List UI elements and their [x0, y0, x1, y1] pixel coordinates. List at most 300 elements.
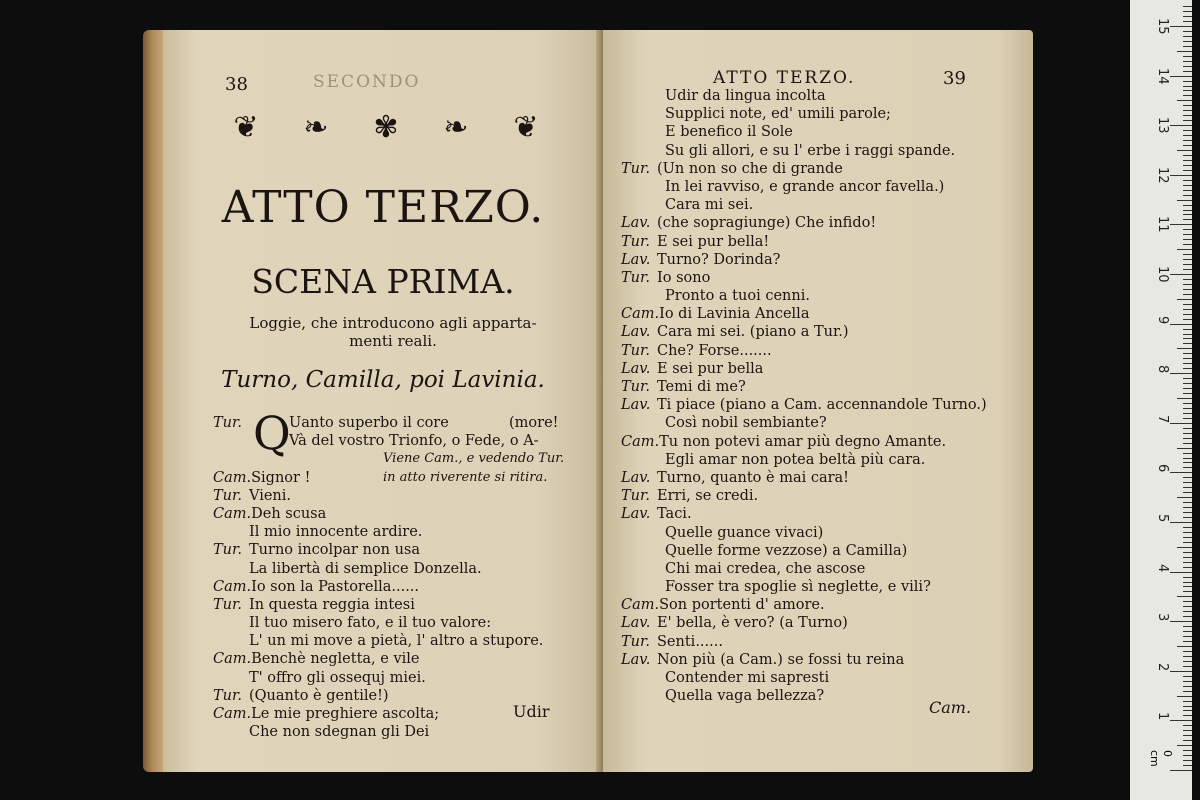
- ruler-tick: [1183, 418, 1192, 419]
- act-title: ATTO TERZO.: [221, 182, 545, 233]
- ruler-tick: [1183, 487, 1192, 488]
- ruler-tick: [1170, 125, 1192, 126]
- ruler-number: 15: [1155, 18, 1170, 35]
- ruler-tick: [1177, 150, 1192, 151]
- speaker: Tur.: [621, 269, 650, 286]
- line-text: Vieni.: [249, 487, 292, 504]
- ruler-tick: [1177, 448, 1192, 449]
- ruler-tick: [1183, 462, 1192, 463]
- ruler-tick: [1183, 606, 1192, 607]
- ruler-tick: [1170, 274, 1192, 275]
- dialogue-line: [621, 669, 1021, 687]
- ruler-tick: [1183, 557, 1192, 558]
- ruler-tick: [1183, 378, 1192, 379]
- dialogue-line: [621, 87, 1021, 105]
- ruler-tick: [1183, 586, 1192, 587]
- dialogue-line: [213, 541, 593, 559]
- speaker: Lav.: [621, 469, 651, 486]
- ruler-tick: [1183, 259, 1192, 260]
- ruler-tick: [1183, 403, 1192, 404]
- dialogue-line: [621, 360, 1021, 378]
- line-text: (che sopragiunge) Che infido!: [657, 215, 877, 232]
- ruler-tick: [1183, 135, 1192, 136]
- ruler-tick: [1177, 696, 1192, 697]
- dialogue-line: [621, 651, 1021, 669]
- dialogue-line: [621, 287, 1021, 305]
- ruler-tick: [1183, 458, 1192, 459]
- ruler-tick: [1170, 175, 1192, 176]
- ruler-tick: [1183, 81, 1192, 82]
- line-text: Taci.: [657, 506, 692, 523]
- dialogue-line: [621, 305, 1021, 323]
- ruler-tick: [1183, 507, 1192, 508]
- ruler-tick: [1183, 686, 1192, 687]
- ruler-tick: [1183, 413, 1192, 414]
- line-text: Uanto superbo il core: [289, 415, 449, 431]
- ruler-tick: [1170, 76, 1192, 77]
- line-text: Cara mi sei. (piano a Tur.): [657, 324, 849, 341]
- ruler-tick: [1183, 358, 1192, 359]
- speaker: Cam.: [621, 306, 660, 323]
- line-text: Signor !: [251, 469, 311, 486]
- line-text: Cara mi sei.: [665, 197, 754, 214]
- ruler-tick: [1183, 626, 1192, 627]
- ruler-tick: [1170, 423, 1192, 424]
- ruler-tick: [1183, 86, 1192, 87]
- ruler-tick: [1177, 596, 1192, 597]
- ruler-tick: [1183, 715, 1192, 716]
- ruler-tick: [1177, 497, 1192, 498]
- ruler-tick: [1183, 190, 1192, 191]
- speaker: Cam.: [213, 578, 252, 595]
- ruler-number: 11: [1155, 216, 1170, 233]
- ruler-tick: [1183, 701, 1192, 702]
- ruler-tick: [1183, 730, 1192, 731]
- dialogue-line: [213, 596, 593, 614]
- dialogue-line: [621, 396, 1021, 414]
- ruler-tick: [1170, 324, 1192, 325]
- speaker: Cam.: [213, 651, 252, 668]
- ruler-tick: [1183, 219, 1192, 220]
- line-text: E sei pur bella!: [657, 233, 770, 250]
- line-text: Supplici note, ed' umili parole;: [665, 106, 891, 123]
- line-text: Il tuo misero fato, e il tuo valore:: [249, 615, 492, 632]
- ruler-tick: [1183, 611, 1192, 612]
- dialogue-line: [213, 650, 593, 668]
- line-text: Pronto a tuoi cenni.: [665, 288, 810, 305]
- left-page: [163, 30, 603, 772]
- ruler-tick: [1183, 438, 1192, 439]
- speaker: Tur.: [621, 379, 650, 395]
- dialogue-line: [621, 323, 1021, 341]
- ruler-tick: [1183, 269, 1192, 270]
- ornament-icon: ❧: [443, 110, 469, 145]
- dialogue-line: [213, 432, 593, 450]
- ruler-tick: [1183, 676, 1192, 677]
- line-text: Temi di me?: [657, 379, 746, 395]
- ruler-tick: [1183, 46, 1192, 47]
- line-text: Su gli allori, e su l' erbe i raggi spande.: [665, 142, 956, 159]
- line-text: Tu non potevi amar più degno Amante.: [659, 433, 947, 450]
- running-head-left: SECONDO: [313, 72, 421, 92]
- ruler-tick: [1183, 577, 1192, 578]
- line-text: Turno incolpar non usa: [249, 542, 420, 559]
- ruler-tick: [1177, 51, 1192, 52]
- speaker: Tur.: [621, 633, 650, 650]
- ruler-tick: [1183, 115, 1192, 116]
- dialogue-line: [621, 451, 1021, 469]
- dialogue-line: [213, 614, 593, 632]
- dialogue-left: [213, 406, 593, 741]
- ruler-tick: [1183, 31, 1192, 32]
- dialogue-line: [621, 578, 1021, 596]
- line-text: La libertà di semplice Donzella.: [249, 560, 482, 577]
- ruler-tick: [1183, 443, 1192, 444]
- ruler-tick: [1170, 373, 1192, 374]
- ruler-tick: [1177, 348, 1192, 349]
- line-text: L' un mi move a pietà, l' altro a stupore.: [249, 633, 544, 650]
- speaker: Cam.: [621, 597, 660, 614]
- ruler-tick: [1177, 100, 1192, 101]
- dialogue-line: [621, 178, 1021, 196]
- line-text: Che non sdegnan gli Dei: [249, 724, 430, 741]
- dialogue-line: [621, 196, 1021, 214]
- line-text: Così nobil sembiante?: [665, 415, 827, 432]
- ruler-tick: [1183, 343, 1192, 344]
- ruler-tick: [1183, 537, 1192, 538]
- ruler-tick: [1183, 527, 1192, 528]
- ruler-tick: [1183, 641, 1192, 642]
- ruler-tick: [1183, 304, 1192, 305]
- speaker: Tur.: [621, 233, 650, 250]
- ruler-tick: [1183, 492, 1192, 493]
- ruler-number: 2: [1155, 662, 1170, 672]
- line-text: Benchè negletta, e vile: [251, 651, 420, 668]
- character-list: Turno, Camilla, poi Lavinia.: [221, 367, 545, 393]
- ruler-tick: [1183, 656, 1192, 657]
- ruler-tick: [1183, 681, 1192, 682]
- ruler-tick: [1177, 200, 1192, 201]
- line-text: Son portenti d' amore.: [659, 597, 825, 614]
- ruler-tick: [1183, 214, 1192, 215]
- ruler-tick: [1183, 532, 1192, 533]
- ruler-tick: [1183, 453, 1192, 454]
- speaker: Tur.: [213, 687, 242, 704]
- dialogue-line: [213, 523, 593, 541]
- setting-line: menti reali.: [349, 332, 437, 350]
- ruler-tick: [1183, 636, 1192, 637]
- speaker: Cam.: [213, 469, 252, 486]
- ornament-icon: ❧: [303, 110, 329, 145]
- ruler-tick: [1183, 477, 1192, 478]
- ruler-tick: [1183, 205, 1192, 206]
- dialogue-line: [213, 487, 593, 505]
- ruler-tick: [1183, 542, 1192, 543]
- line-overflow: (more!: [509, 415, 559, 431]
- speaker: Tur.: [213, 542, 242, 559]
- dialogue-line: [621, 614, 1021, 632]
- line-text: Fosser tra spoglie sì neglette, e vili?: [665, 579, 931, 596]
- ruler-tick: [1183, 239, 1192, 240]
- dialogue-line: [621, 123, 1021, 141]
- dialogue-line: [621, 233, 1021, 251]
- ruler-number: 6: [1155, 464, 1170, 473]
- line-text: Contender mi sapresti: [665, 670, 830, 686]
- ruler-tick: [1177, 646, 1192, 647]
- ruler-tick: [1183, 433, 1192, 434]
- line-text: Che? Forse.......: [657, 342, 772, 359]
- ruler-tick: [1183, 160, 1192, 161]
- ruler-tick: [1183, 71, 1192, 72]
- ruler-tick: [1183, 755, 1192, 756]
- line-text: E sei pur bella: [657, 360, 764, 377]
- ruler-number: 9: [1155, 315, 1170, 324]
- ruler-tick: [1183, 591, 1192, 592]
- ruler-tick: [1170, 224, 1192, 225]
- line-text: Udir da lingua incolta: [665, 88, 826, 104]
- ruler-tick: [1183, 666, 1192, 667]
- dialogue-line: [213, 723, 593, 741]
- ruler-tick: [1183, 706, 1192, 707]
- ruler-tick: [1183, 383, 1192, 384]
- speaker: Tur.: [621, 488, 650, 505]
- line-text: Quella vaga bellezza?: [665, 688, 825, 705]
- speaker: Lav.: [621, 506, 651, 523]
- dialogue-line: [621, 542, 1021, 560]
- speaker: Tur.: [621, 160, 650, 177]
- line-text: Le mie preghiere ascolta;: [251, 706, 440, 722]
- ruler-tick: [1177, 299, 1192, 300]
- ruler-number: 1: [1155, 712, 1170, 721]
- line-text: T' offro gli ossequj miei.: [249, 669, 426, 686]
- ruler-tick: [1170, 621, 1192, 622]
- page-number-left: 38: [225, 74, 248, 95]
- ruler-tick: [1183, 165, 1192, 166]
- line-text: Quelle forme vezzose) a Camilla): [665, 542, 908, 559]
- ruler-tick: [1183, 130, 1192, 131]
- ruler-tick: [1183, 140, 1192, 141]
- ruler-tick: [1183, 765, 1192, 766]
- ruler-tick: [1183, 691, 1192, 692]
- ruler-tick: [1183, 482, 1192, 483]
- ruler-tick: [1177, 249, 1192, 250]
- ruler-number: 13: [1155, 117, 1170, 134]
- ruler-tick: [1183, 210, 1192, 211]
- dialogue-line: [621, 269, 1021, 287]
- ruler-tick: [1183, 338, 1192, 339]
- ruler-tick: [1183, 353, 1192, 354]
- ruler-tick: [1183, 229, 1192, 230]
- line-text: Io di Lavinia Ancella: [659, 306, 810, 323]
- ruler-tick: [1170, 671, 1192, 672]
- ruler-tick: [1183, 329, 1192, 330]
- ruler-tick: [1183, 41, 1192, 42]
- dialogue-line: [213, 469, 593, 487]
- dialogue-line: [621, 487, 1021, 505]
- catchword-right: Cam.: [929, 698, 972, 717]
- ruler-tick: [1183, 56, 1192, 57]
- speaker: Tur.: [621, 342, 650, 359]
- ruler-tick: [1183, 180, 1192, 181]
- ruler-tick: [1183, 710, 1192, 711]
- setting-description: [223, 314, 563, 350]
- dialogue-line: [621, 505, 1021, 523]
- ruler-tick: [1183, 651, 1192, 652]
- speaker: Lav.: [621, 397, 651, 414]
- ruler-tick: [1183, 428, 1192, 429]
- line-text: (Un non so che di grande: [657, 160, 843, 177]
- dialogue-line: [621, 142, 1021, 160]
- ruler-tick: [1183, 284, 1192, 285]
- ruler-unit-label: 0 cm: [1148, 750, 1174, 767]
- dialogue-line: [213, 505, 593, 523]
- ruler-tick: [1183, 319, 1192, 320]
- scene-title: SCENA PRIMA.: [251, 262, 515, 301]
- line-text: Deh scusa: [251, 505, 327, 522]
- dialogue-line: [621, 342, 1021, 360]
- ornament-icon: ✾: [373, 110, 399, 145]
- ruler-number: 3: [1155, 613, 1170, 622]
- ruler-tick: [1183, 294, 1192, 295]
- line-text: Viene Cam., e vedendo Tur.: [383, 451, 565, 467]
- ruler-tick: [1183, 502, 1192, 503]
- speaker: Tur.: [213, 487, 242, 504]
- line-text: Turno? Dorinda?: [657, 251, 781, 268]
- ruler-tick: [1183, 155, 1192, 156]
- ornament-icon: ❦: [513, 110, 539, 145]
- speaker: Lav.: [621, 324, 651, 341]
- ruler-tick: [1183, 6, 1192, 7]
- line-text: Senti......: [657, 633, 723, 650]
- dialogue-line: [213, 669, 593, 687]
- speaker: Cam.: [621, 433, 660, 450]
- speaker: Cam.: [213, 505, 252, 522]
- ruler-tick: [1183, 90, 1192, 91]
- ruler-tick: [1183, 314, 1192, 315]
- ruler-tick: [1183, 740, 1192, 741]
- dialogue-line: [621, 160, 1021, 178]
- page-number-right: 39: [943, 68, 966, 89]
- line-text: Erri, se credi.: [657, 488, 759, 505]
- ruler-tick: [1183, 95, 1192, 96]
- line-text: Chi mai credea, che ascose: [665, 560, 866, 577]
- speaker: Lav.: [621, 360, 651, 377]
- ruler-tick: [1183, 244, 1192, 245]
- dialogue-line: [621, 524, 1021, 542]
- dialogue-line: [621, 214, 1021, 232]
- ruler-tick: [1183, 289, 1192, 290]
- ruler-tick: [1183, 21, 1192, 22]
- ruler-number: 7: [1155, 414, 1170, 424]
- ruler-tick: [1170, 770, 1192, 771]
- ruler-tick: [1183, 567, 1192, 568]
- ruler-tick: [1183, 562, 1192, 563]
- line-text: (Quanto è gentile!): [249, 687, 389, 704]
- line-text: Egli amar non potea beltà più cara.: [665, 451, 926, 468]
- ornament-band: [211, 110, 571, 176]
- line-text: In lei ravviso, e grande ancor favella.): [665, 178, 945, 195]
- ruler-tick: [1183, 145, 1192, 146]
- ruler-tick: [1183, 616, 1192, 617]
- ruler-tick: [1183, 735, 1192, 736]
- ruler-tick: [1183, 61, 1192, 62]
- speaker: Lav.: [621, 215, 651, 232]
- ruler-tick: [1177, 398, 1192, 399]
- ruler-tick: [1177, 547, 1192, 548]
- drop-cap: Q: [253, 406, 291, 460]
- ruler-number: 4: [1155, 563, 1170, 572]
- ruler-tick: [1170, 720, 1192, 721]
- ruler-tick: [1183, 750, 1192, 751]
- speaker: Tur.: [213, 596, 242, 613]
- line-text: Non più (a Cam.) se fossi tu reina: [657, 651, 905, 668]
- dialogue-line: [213, 414, 593, 432]
- stage-direction: [213, 450, 593, 468]
- line-text: Io sono: [657, 269, 711, 286]
- ruler-tick: [1183, 264, 1192, 265]
- ruler-tick: [1170, 472, 1192, 473]
- speaker: Tur.: [213, 415, 242, 431]
- ruler-tick: [1183, 393, 1192, 394]
- ruler-tick: [1170, 522, 1192, 523]
- dialogue-line: [621, 560, 1021, 578]
- running-head-right: ATTO TERZO.: [713, 68, 856, 88]
- ruler-tick: [1183, 631, 1192, 632]
- dialogue-line: [621, 469, 1021, 487]
- ruler-number: 14: [1155, 67, 1170, 85]
- ruler-number: 10: [1155, 266, 1170, 283]
- right-page: [603, 30, 1033, 772]
- dialogue-line: [621, 378, 1021, 396]
- line-text: Turno, quanto è mai cara!: [657, 469, 849, 486]
- line-text: Ti piace (piano a Cam. accennandole Turno.): [657, 397, 987, 414]
- ruler-tick: [1170, 572, 1192, 573]
- ruler-number: 8: [1155, 365, 1170, 374]
- ruler-tick: [1183, 388, 1192, 389]
- ruler-tick: [1183, 170, 1192, 171]
- ruler-tick: [1170, 26, 1192, 27]
- speaker: Lav.: [621, 651, 651, 668]
- dialogue-line: [621, 414, 1021, 432]
- catchword-left: Udir: [513, 702, 550, 721]
- line-text: Và del vostro Trionfo, o Fede, o A-: [289, 433, 539, 450]
- line-text: Il mio innocente ardire.: [249, 524, 423, 541]
- dialogue-right: [621, 87, 1021, 705]
- ruler-tick: [1183, 517, 1192, 518]
- ruler-tick: [1183, 601, 1192, 602]
- ruler-tick: [1177, 745, 1192, 746]
- dialogue-line: [213, 578, 593, 596]
- ruler-tick: [1183, 105, 1192, 106]
- ornament-icon: ❦: [233, 110, 259, 145]
- ruler-tick: [1183, 582, 1192, 583]
- speaker: Lav.: [621, 251, 651, 268]
- dialogue-line: [213, 632, 593, 650]
- ruler-tick: [1183, 234, 1192, 235]
- dialogue-line: [621, 251, 1021, 269]
- ruler-tick: [1183, 552, 1192, 553]
- ruler-tick: [1183, 279, 1192, 280]
- line-text: In questa reggia intesi: [249, 596, 415, 613]
- setting-line: Loggie, che introducono agli apparta-: [249, 314, 537, 332]
- ruler-tick: [1183, 36, 1192, 37]
- ruler-tick: [1183, 760, 1192, 761]
- ruler-number: 12: [1155, 166, 1170, 184]
- ruler-tick: [1183, 467, 1192, 468]
- speaker: Lav.: [621, 615, 651, 632]
- dialogue-line: [621, 596, 1021, 614]
- line-text: Quelle guance vivaci): [665, 524, 824, 541]
